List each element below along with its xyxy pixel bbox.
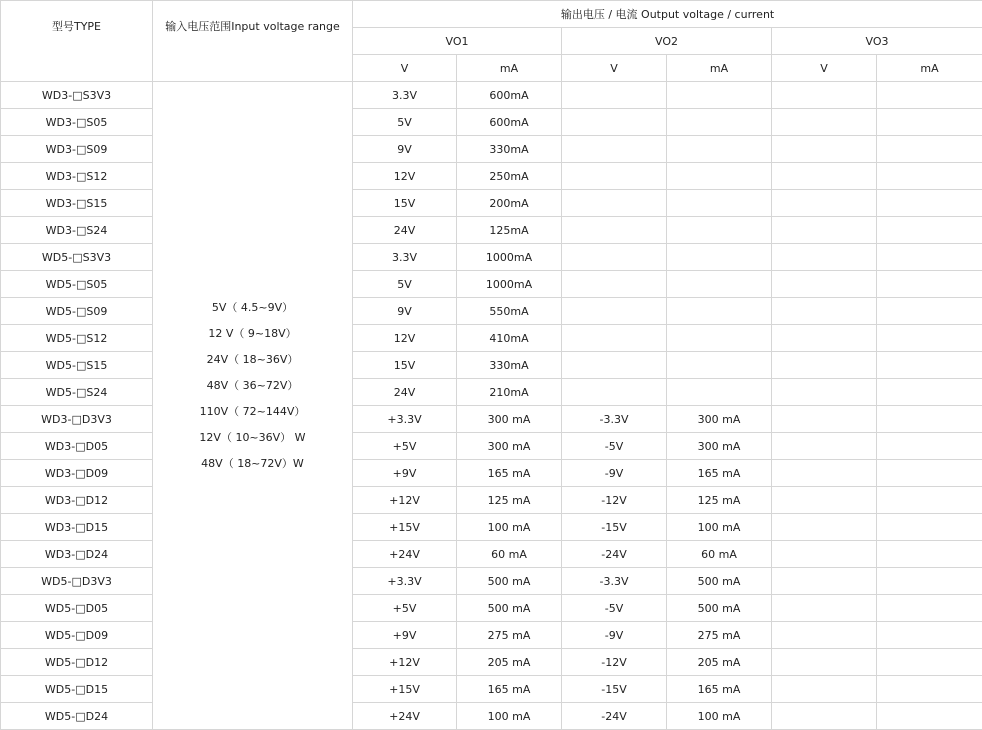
vo3-v-cell [772,109,877,136]
table-row [1,514,982,541]
vo1-v-cell: 5V [353,109,457,136]
vo2-v-cell [562,82,667,109]
vo1-ma-cell: 500 mA [457,595,562,622]
vo3-v-cell [772,622,877,649]
vo2-ma-cell: 205 mA [667,649,772,676]
vo1-v-cell: 3.3V [353,244,457,271]
vo1-ma-cell: 550mA [457,298,562,325]
vo1-ma-cell: 330mA [457,136,562,163]
vo2-ma-cell [667,298,772,325]
vo1-v-cell: +15V [353,514,457,541]
vo2-v-cell [562,244,667,271]
vo1-ma-cell: 330mA [457,352,562,379]
vo1-v-cell: +24V [353,703,457,730]
table-row [1,379,982,406]
vo3-v-cell [772,649,877,676]
vo1-v-cell: 9V [353,136,457,163]
table-row [1,163,982,190]
vo2-v-cell [562,271,667,298]
vo2-ma-cell [667,352,772,379]
vo2-ma-cell: 100 mA [667,514,772,541]
model-cell: WD3-□D09 [1,460,153,487]
table-row [1,676,982,703]
vo3-v-cell [772,514,877,541]
header-vo2-v: V [562,55,667,82]
vo2-v-cell: -15V [562,676,667,703]
header-output: 输出电压 / 电流 Output voltage / current [353,1,982,28]
header-vo1-ma: mA [457,55,562,82]
vo1-ma-cell: 600mA [457,109,562,136]
vo3-v-cell [772,352,877,379]
vo3-v-cell [772,568,877,595]
vo2-v-cell: -5V [562,595,667,622]
table-row [1,460,982,487]
vo3-ma-cell [877,676,982,703]
vo1-ma-cell: 500 mA [457,568,562,595]
vo3-ma-cell [877,649,982,676]
vo2-ma-cell [667,244,772,271]
vo3-ma-cell [877,541,982,568]
vo1-ma-cell: 410mA [457,325,562,352]
model-cell: WD3-□D24 [1,541,153,568]
vo1-ma-cell: 300 mA [457,433,562,460]
model-cell: WD5-□D05 [1,595,153,622]
vo2-v-cell: -24V [562,541,667,568]
vo3-ma-cell [877,379,982,406]
vo3-ma-cell [877,271,982,298]
vo1-v-cell: 15V [353,352,457,379]
vo2-v-cell [562,379,667,406]
vo2-v-cell [562,325,667,352]
vo1-ma-cell: 100 mA [457,703,562,730]
vo2-v-cell [562,217,667,244]
vo2-ma-cell [667,136,772,163]
vo3-ma-cell [877,460,982,487]
vo3-ma-cell [877,244,982,271]
header-vo1-v: V [353,55,457,82]
vo3-v-cell [772,406,877,433]
input-range-line: 24V（ 18~36V） [153,347,352,373]
table-row [1,325,982,352]
model-cell: WD5-□S24 [1,379,153,406]
vo1-ma-cell: 1000mA [457,271,562,298]
vo3-v-cell [772,433,877,460]
header-vo1: VO1 [353,28,562,55]
vo3-ma-cell [877,325,982,352]
vo1-v-cell: +5V [353,433,457,460]
vo1-v-cell: +3.3V [353,568,457,595]
vo2-ma-cell: 300 mA [667,433,772,460]
input-range-line: 12V（ 10~36V） W [153,425,352,451]
vo3-v-cell [772,163,877,190]
vo2-v-cell [562,136,667,163]
vo2-v-cell [562,163,667,190]
vo3-ma-cell [877,406,982,433]
vo3-v-cell [772,541,877,568]
vo3-ma-cell [877,433,982,460]
vo2-v-cell: -9V [562,460,667,487]
header-row-1 [1,1,982,28]
vo2-ma-cell: 275 mA [667,622,772,649]
model-cell: WD5-□S12 [1,325,153,352]
vo1-v-cell: +12V [353,649,457,676]
vo1-v-cell: 5V [353,271,457,298]
table-row [1,622,982,649]
vo2-v-cell: -24V [562,703,667,730]
input-range-line: 48V（ 18~72V）W [153,451,352,477]
table-row [1,649,982,676]
header-vo3-ma: mA [877,55,982,82]
model-cell: WD5-□S15 [1,352,153,379]
model-cell: WD3-□S15 [1,190,153,217]
model-cell: WD5-□D15 [1,676,153,703]
table-row [1,703,982,730]
input-range-line: 48V（ 36~72V） [153,373,352,399]
vo2-ma-cell: 100 mA [667,703,772,730]
vo2-ma-cell [667,82,772,109]
vo1-v-cell: +3.3V [353,406,457,433]
vo2-ma-cell [667,163,772,190]
vo2-v-cell: -12V [562,487,667,514]
input-range-line: 5V（ 4.5~9V） [153,295,352,321]
vo3-v-cell [772,298,877,325]
model-cell: WD3-□S09 [1,136,153,163]
vo1-v-cell: +5V [353,595,457,622]
table-row [1,271,982,298]
vo2-v-cell: -5V [562,433,667,460]
model-cell: WD5-□D3V3 [1,568,153,595]
vo3-v-cell [772,703,877,730]
vo3-ma-cell [877,487,982,514]
vo3-v-cell [772,379,877,406]
vo2-v-cell [562,298,667,325]
vo2-ma-cell: 60 mA [667,541,772,568]
vo2-ma-cell: 300 mA [667,406,772,433]
vo1-ma-cell: 165 mA [457,460,562,487]
vo1-v-cell: 3.3V [353,82,457,109]
vo1-v-cell: +9V [353,622,457,649]
vo2-ma-cell [667,271,772,298]
header-vo2: VO2 [562,28,772,55]
model-cell: WD5-□D09 [1,622,153,649]
vo2-v-cell [562,109,667,136]
model-cell: WD3-□D05 [1,433,153,460]
vo1-v-cell: 12V [353,325,457,352]
vo1-ma-cell: 600mA [457,82,562,109]
table-row [1,190,982,217]
vo1-ma-cell: 210mA [457,379,562,406]
vo1-v-cell: 24V [353,217,457,244]
vo1-ma-cell: 100 mA [457,514,562,541]
vo3-ma-cell [877,352,982,379]
vo1-v-cell: 15V [353,190,457,217]
table-row [1,352,982,379]
header-vo2-ma: mA [667,55,772,82]
model-cell: WD3-□S12 [1,163,153,190]
header-type: 型号TYPE [1,1,153,82]
vo1-v-cell: +12V [353,487,457,514]
vo3-v-cell [772,595,877,622]
vo1-v-cell: 24V [353,379,457,406]
input-range-line: 110V（ 72~144V） [153,399,352,425]
vo2-v-cell: -15V [562,514,667,541]
vo2-v-cell [562,352,667,379]
vo1-ma-cell: 125mA [457,217,562,244]
vo3-ma-cell [877,298,982,325]
table-row [1,487,982,514]
vo1-ma-cell: 275 mA [457,622,562,649]
vo2-v-cell: -3.3V [562,568,667,595]
vo3-ma-cell [877,514,982,541]
model-cell: WD3-□S05 [1,109,153,136]
vo2-ma-cell [667,325,772,352]
model-cell: WD3-□S24 [1,217,153,244]
header-input-range: 输入电压范围Input voltage range [153,1,353,82]
vo3-ma-cell [877,190,982,217]
table-row [1,433,982,460]
vo3-ma-cell [877,163,982,190]
vo3-ma-cell [877,703,982,730]
vo3-ma-cell [877,109,982,136]
vo2-ma-cell: 165 mA [667,460,772,487]
table-row [1,406,982,433]
table-row [1,109,982,136]
table-row [1,595,982,622]
vo2-ma-cell [667,109,772,136]
vo2-ma-cell: 125 mA [667,487,772,514]
vo1-v-cell: 9V [353,298,457,325]
model-cell: WD5-□S3V3 [1,244,153,271]
vo1-v-cell: +9V [353,460,457,487]
vo3-ma-cell [877,595,982,622]
model-cell: WD3-□S3V3 [1,82,153,109]
header-vo3-v: V [772,55,877,82]
vo1-v-cell: 12V [353,163,457,190]
vo3-v-cell [772,190,877,217]
header-vo3: VO3 [772,28,982,55]
vo2-ma-cell [667,190,772,217]
vo2-ma-cell [667,379,772,406]
vo3-v-cell [772,460,877,487]
model-cell: WD3-□D15 [1,514,153,541]
vo1-ma-cell: 300 mA [457,406,562,433]
vo2-ma-cell: 500 mA [667,595,772,622]
vo2-v-cell: -12V [562,649,667,676]
vo1-ma-cell: 60 mA [457,541,562,568]
vo2-v-cell [562,190,667,217]
vo1-ma-cell: 205 mA [457,649,562,676]
vo3-ma-cell [877,622,982,649]
vo3-v-cell [772,325,877,352]
vo1-v-cell: +15V [353,676,457,703]
model-cell: WD3-□D3V3 [1,406,153,433]
vo1-ma-cell: 1000mA [457,244,562,271]
vo1-ma-cell: 250mA [457,163,562,190]
table-row [1,568,982,595]
vo3-v-cell [772,271,877,298]
vo3-v-cell [772,244,877,271]
table-row [1,82,982,109]
vo3-v-cell [772,487,877,514]
table-row [1,298,982,325]
vo3-v-cell [772,217,877,244]
table-row [1,217,982,244]
model-cell: WD5-□S09 [1,298,153,325]
table-row [1,541,982,568]
model-cell: WD5-□D12 [1,649,153,676]
vo3-v-cell [772,676,877,703]
vo2-ma-cell: 165 mA [667,676,772,703]
vo3-v-cell [772,82,877,109]
vo3-ma-cell [877,217,982,244]
input-range-line: 12 V（ 9~18V） [153,321,352,347]
vo3-v-cell [772,136,877,163]
vo1-ma-cell: 165 mA [457,676,562,703]
model-cell: WD5-□D24 [1,703,153,730]
vo1-v-cell: +24V [353,541,457,568]
table-row [1,136,982,163]
vo2-ma-cell: 500 mA [667,568,772,595]
vo1-ma-cell: 200mA [457,190,562,217]
table-row [1,244,982,271]
vo1-ma-cell: 125 mA [457,487,562,514]
vo2-ma-cell [667,217,772,244]
model-cell: WD3-□D12 [1,487,153,514]
vo3-ma-cell [877,136,982,163]
vo3-ma-cell [877,568,982,595]
vo2-v-cell: -3.3V [562,406,667,433]
vo2-v-cell: -9V [562,622,667,649]
vo3-ma-cell [877,82,982,109]
input-range-cell [153,82,353,730]
model-cell: WD5-□S05 [1,271,153,298]
